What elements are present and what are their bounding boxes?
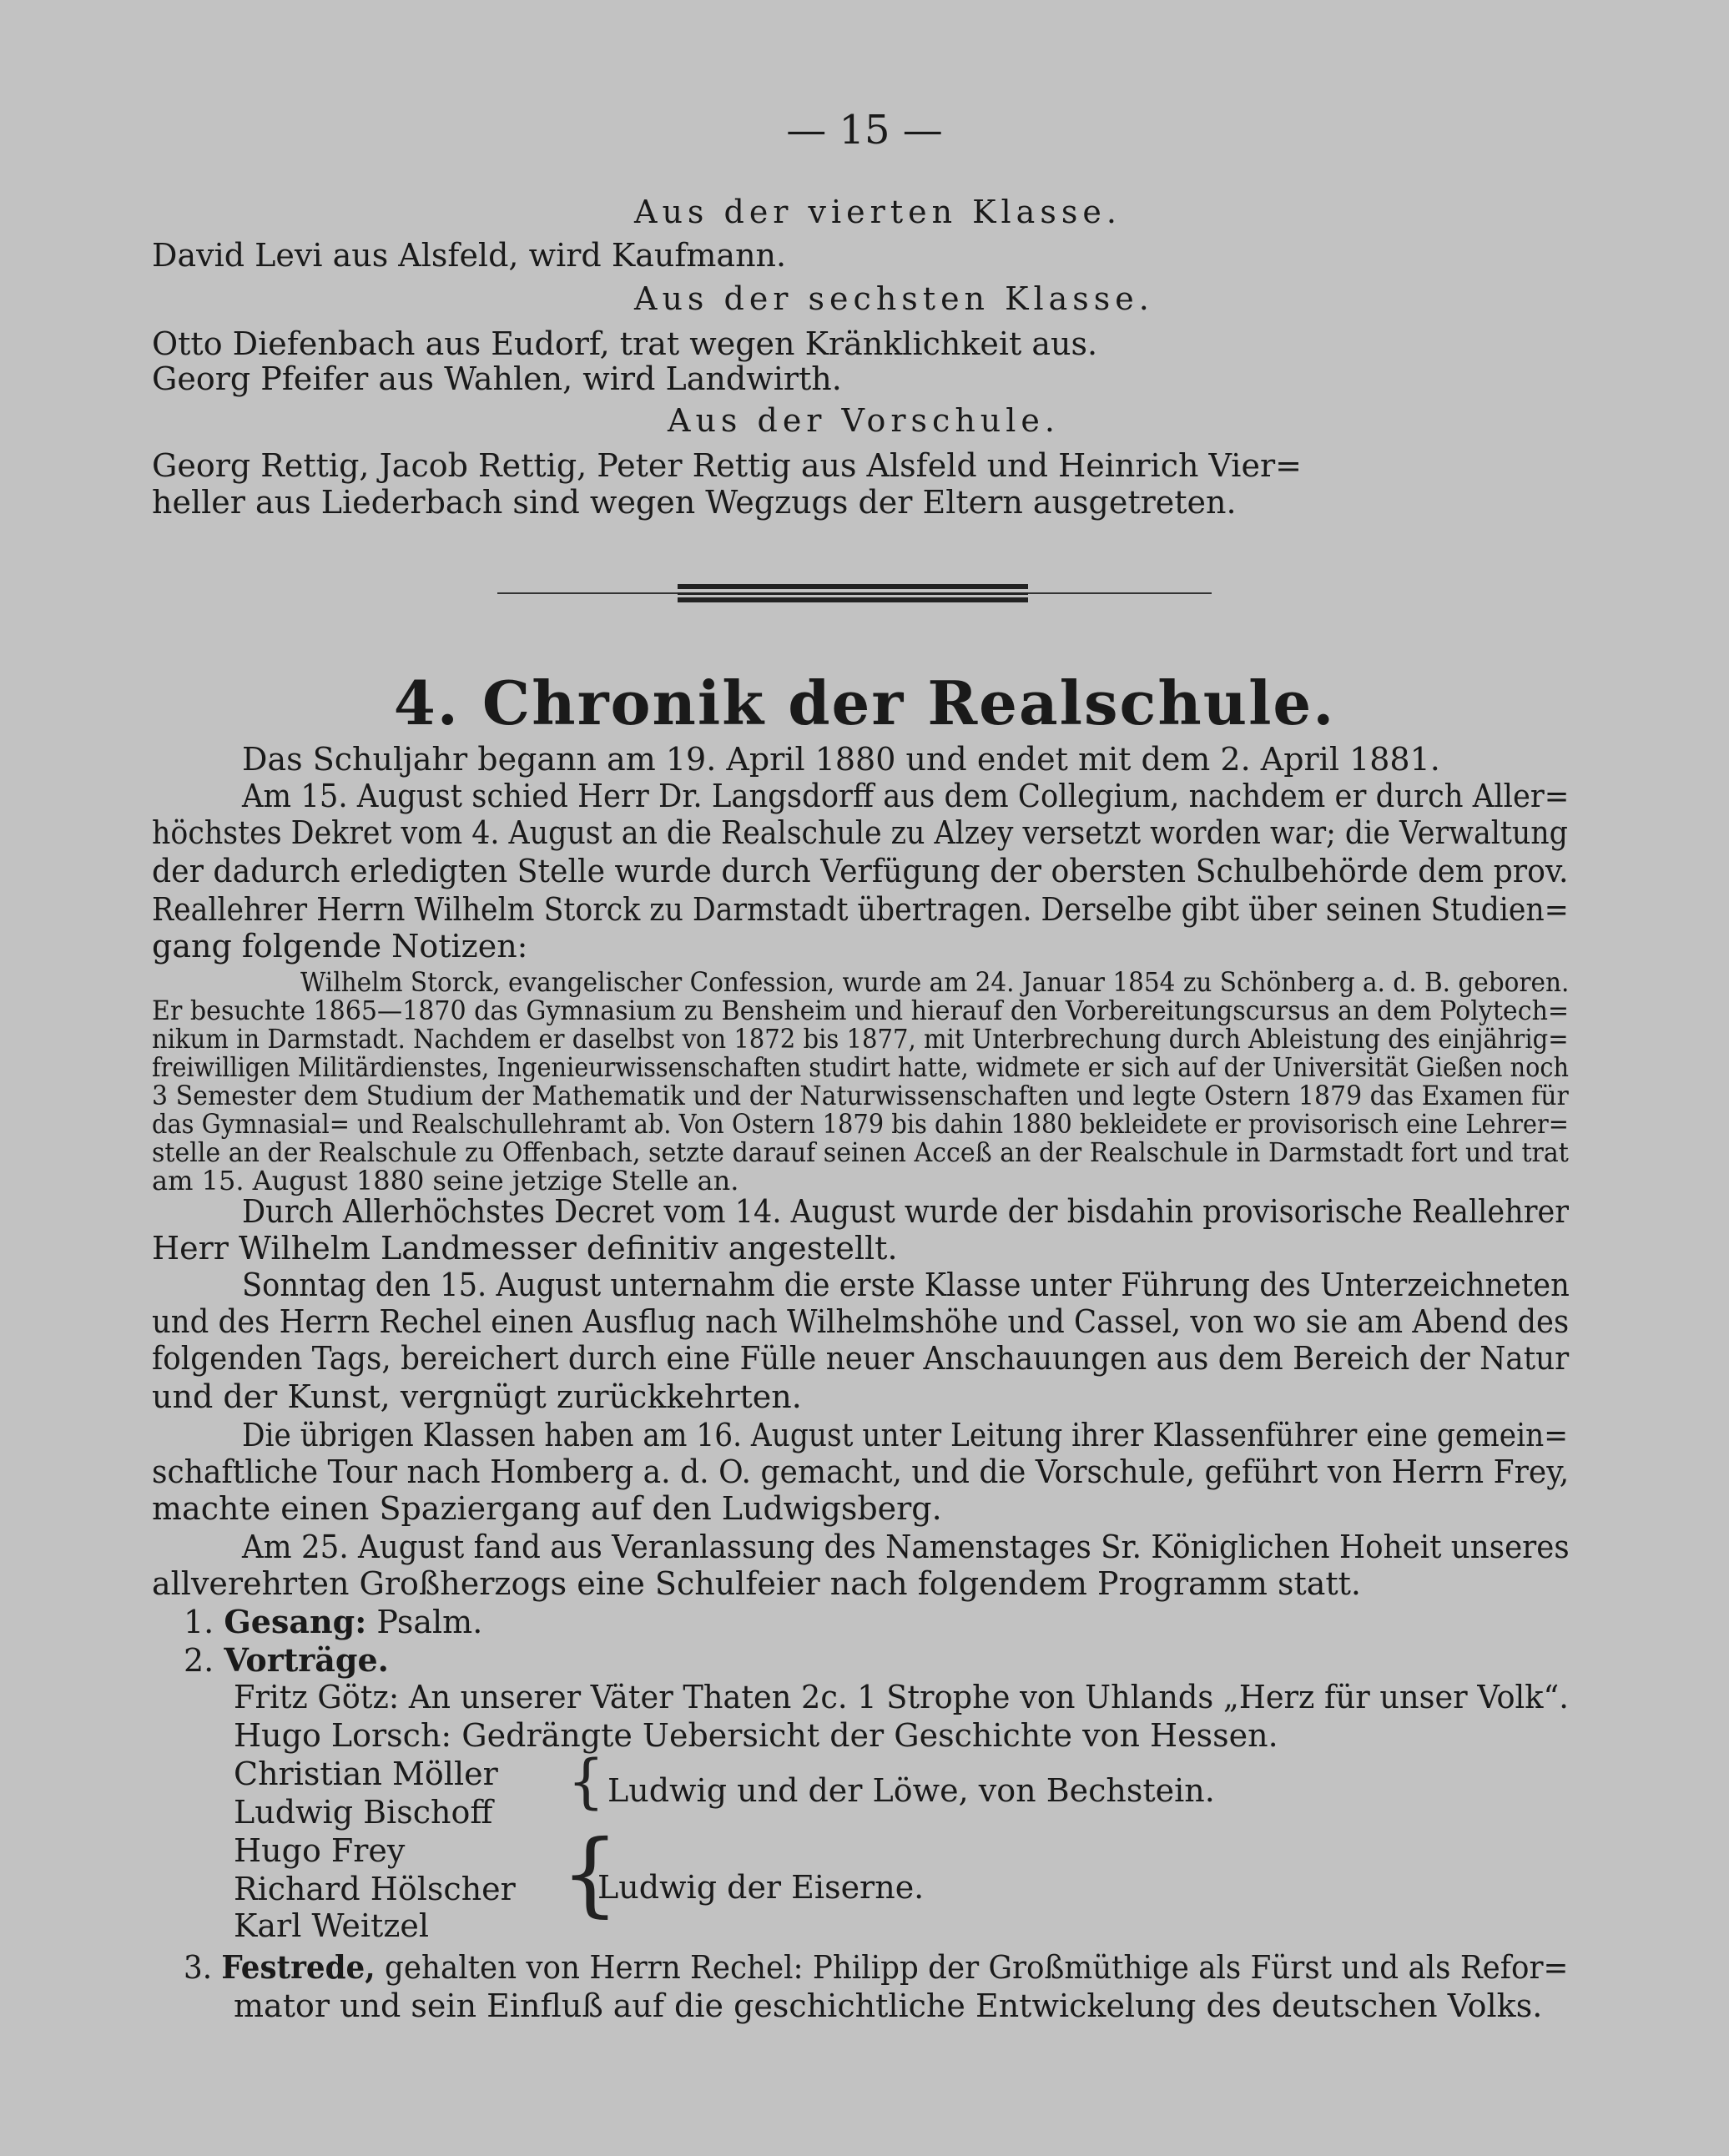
section-title: 4. Chronik der Realschule. bbox=[393, 667, 1336, 738]
bio-line: am 15. August 1880 seine jetzige Stelle an. bbox=[152, 1165, 739, 1196]
bio-line: Er besuchte 1865—1870 das Gymnasium zu Bensheim und hierauf den Vorbereitungscursus an dem Polytech= bbox=[152, 995, 1570, 1026]
brace-icon: { bbox=[561, 1820, 619, 1927]
paragraph-line: Sonntag den 15. August unternahm die erste Klasse unter Führung des Unterzeichneten bbox=[242, 1267, 1570, 1303]
paragraph-line: folgenden Tags, bereichert durch eine Fülle neuer Anschauungen aus dem Bereich der Natur bbox=[152, 1340, 1570, 1377]
preschool-heading: Aus der Vorschule. bbox=[668, 402, 1061, 439]
page-number: — 15 — bbox=[786, 107, 943, 154]
paragraph-line: machte einen Spaziergang auf den Ludwigsberg. bbox=[152, 1490, 942, 1527]
sixth-class-heading: Aus der sechsten Klasse. bbox=[634, 280, 1154, 317]
recitation-name: Ludwig Bischoff bbox=[234, 1794, 493, 1831]
preschool-line bbox=[152, 447, 1560, 484]
program-item-label: Festrede, bbox=[221, 1948, 376, 1986]
brace-icon: { bbox=[567, 1747, 605, 1816]
paragraph-line: und des Herrn Rechel einen Ausflug nach Wilhelmshöhe und Cassel, von wo sie am Abend des bbox=[152, 1303, 1570, 1340]
fourth-class-line: David Levi aus Alsfeld, wird Kaufmann. bbox=[152, 237, 787, 274]
fourth-class-heading: Aus der vierten Klasse. bbox=[634, 194, 1122, 230]
recitation-title: Ludwig der Eiserne. bbox=[597, 1869, 925, 1906]
recitation-name: Hugo Frey bbox=[234, 1832, 406, 1869]
paragraph-line: Durch Allerhöchstes Decret vom 14. August wurde der bisdahin provisorische Reallehrer bbox=[242, 1193, 1570, 1230]
program-item-label: Vorträge. bbox=[224, 1641, 389, 1679]
program-item-label: Gesang: bbox=[224, 1603, 367, 1640]
program-item-number: 2. bbox=[184, 1642, 214, 1679]
paragraph-line: Reallehrer Herrn Wilhelm Storck zu Darmstadt übertragen. Derselbe gibt über seinen Studien= bbox=[152, 891, 1569, 928]
paragraph-line: allverehrten Großherzogs eine Schulfeier nach folgendem Programm statt. bbox=[152, 1565, 1361, 1602]
bio-line: stelle an der Realschule zu Offenbach, setzte darauf seinen Accеß an der Realschule in Darmstadt fort und trat bbox=[152, 1136, 1569, 1168]
sixth-class-line: Otto Diefenbach aus Eudorf, trat wegen Kränklichkeit aus. bbox=[152, 325, 1098, 362]
recitation-name: Richard Hölscher bbox=[234, 1871, 516, 1907]
preschool-line: heller aus Liederbach sind wegen Wegzugs der Eltern ausgetreten. bbox=[152, 484, 1237, 521]
recitation-name: Christian Möller bbox=[234, 1756, 498, 1792]
paragraph-line: gang folgende Notizen: bbox=[152, 928, 528, 965]
program-item-text: Psalm. bbox=[376, 1604, 483, 1640]
program-item-text: mator und sein Einfluß auf die geschichtliche Entwickelung des deutschen Volks. bbox=[234, 1987, 1543, 2024]
paragraph-line: und der Kunst, vergnügt zurückkehrten. bbox=[152, 1378, 802, 1415]
preschool-line-text: Georg Rettig, Jacob Rettig, Peter Rettig aus Alsfeld und Heinrich Vier= bbox=[152, 447, 1302, 484]
bio-line: nikum in Darmstadt. Nachdem er daselbst von 1872 bis 1877, mit Unterbrechung durch Ableistung des einjährig= bbox=[152, 1023, 1569, 1055]
program-item-3 bbox=[184, 1949, 1568, 1986]
paragraph-line: Am 15. August schied Herr Dr. Langsdorff aus dem Collegium, nachdem er durch Aller= bbox=[242, 778, 1570, 814]
recitation-title: Ludwig und der Löwe, von Bechstein. bbox=[607, 1772, 1215, 1809]
bio-line: Wilhelm Storck, evangelischer Confession, wurde am 24. Januar 1854 zu Schönberg a. d. B. geboren. bbox=[300, 966, 1570, 998]
bio-line: 3 Semester dem Studium der Mathematik und der Naturwissenschaften und legte Ostern 1879 das Examen für bbox=[152, 1080, 1569, 1111]
program-item-number: 3. bbox=[184, 1949, 213, 1986]
program-item-number: 1. bbox=[184, 1604, 214, 1640]
program-item-1 bbox=[184, 1604, 482, 1640]
paragraph-line: Am 25. August fand aus Veranlassung des Namenstages Sr. Königlichen Hoheit unseres bbox=[242, 1529, 1570, 1565]
sixth-class-line: Georg Pfeifer aus Wahlen, wird Landwirth. bbox=[152, 360, 842, 397]
program-recitation: Fritz Götz: An unserer Väter Thaten 2c. 1 Strophe von Uhlands „Herz für unser Volk“. bbox=[234, 1679, 1569, 1715]
bio-line: das Gymnasial= und Realschullehramt ab. Von Ostern 1879 bis dahin 1880 bekleidete er provisorisch eine Lehrer= bbox=[152, 1108, 1569, 1140]
paragraph-line: Herr Wilhelm Landmesser definitiv angestellt. bbox=[152, 1230, 898, 1267]
paragraph-line: höchstes Dekret vom 4. August an die Realschule zu Alzey versetzt worden war; die Verwaltung bbox=[152, 814, 1568, 851]
paragraph-line: schaftliche Tour nach Homberg a. d. O. gemacht, und die Vorschule, geführt von Herrn Frey, bbox=[152, 1453, 1570, 1490]
program-item-2 bbox=[184, 1642, 389, 1679]
paragraph-line: Das Schuljahr begann am 19. April 1880 und endet mit dem 2. April 1881. bbox=[242, 741, 1440, 778]
bio-line: freiwilligen Militärdienstes, Ingenieurwissenschaften studirt hatte, widmete er sich auf der Universität Gießen noch bbox=[152, 1051, 1569, 1083]
recitation-name: Karl Weitzel bbox=[234, 1907, 429, 1944]
paragraph-line: der dadurch erledigten Stelle wurde durch Verfügung der obersten Schulbehörde dem prov. bbox=[152, 853, 1569, 889]
program-item-text: gehalten von Herrn Rechel: Philipp der Großmüthige als Fürst und als Refor= bbox=[385, 1949, 1569, 1986]
program-recitation: Hugo Lorsch: Gedrängte Uebersicht der Geschichte von Hessen. bbox=[234, 1717, 1278, 1754]
paragraph-line: Die übrigen Klassen haben am 16. August unter Leitung ihrer Klassenführer eine gemein= bbox=[242, 1417, 1569, 1453]
